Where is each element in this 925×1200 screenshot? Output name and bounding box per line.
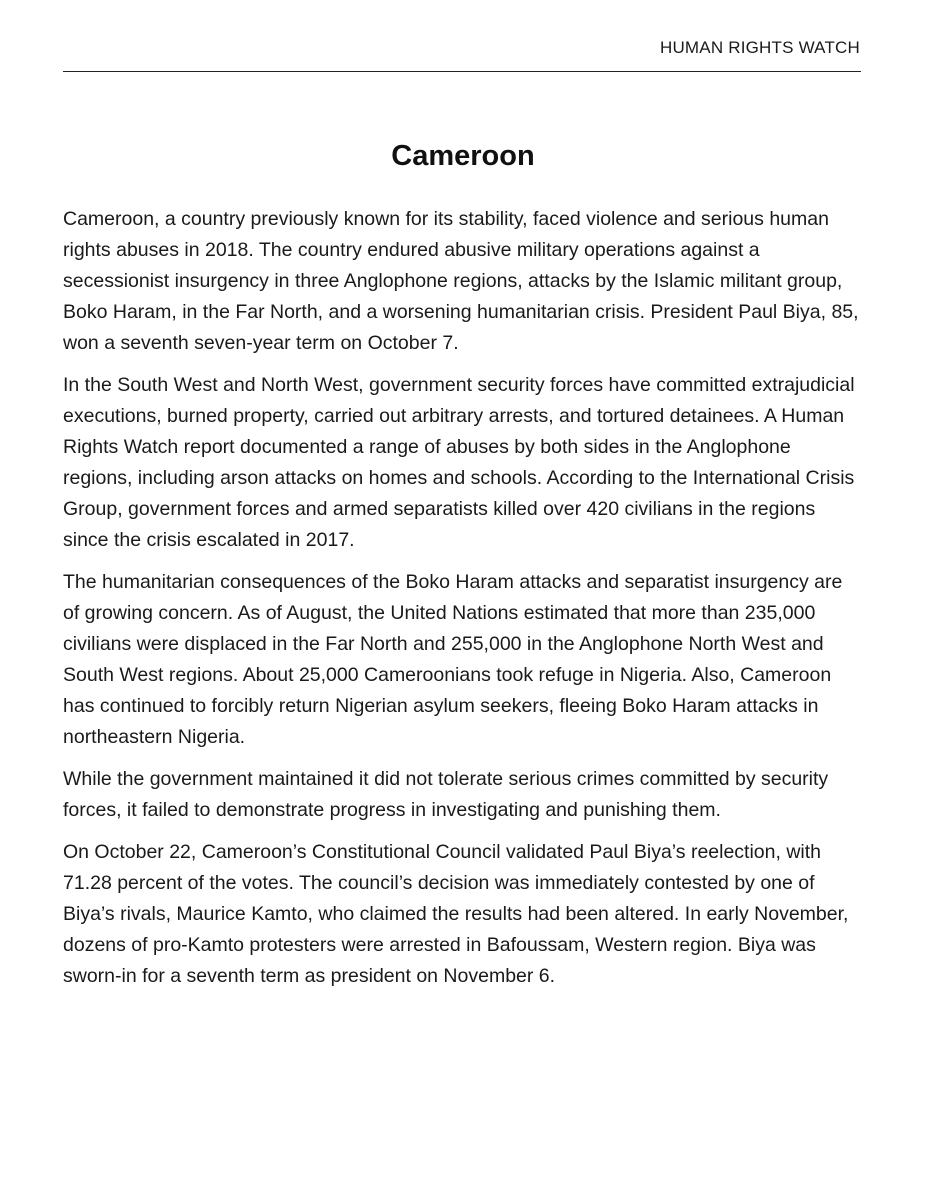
paragraph-humanitarian: The humanitarian consequences of the Boko Haram attacks and separatist insurgency are of growing concern. As of August, the United Nations estimated that more than 235,000 civilians were displaced in the Far North and 255,000 in the Anglophone North West and South West regions. About 25,000 Cameroonians took refuge in Nigeria. Also, Cameroon has continued to forcibly return Nigerian asylum seekers, fleeing Boko Haram attacks in northeastern Nigeria.	[63, 571, 843, 748]
paragraph-accountability: While the government maintained it did not tolerate serious crimes committed by security forces, it failed to demonstrate progress in investigating and punishing them.	[63, 768, 829, 821]
article-title: Cameroon	[391, 140, 535, 172]
article	[63, 138, 863, 1003]
paragraph-intro: Cameroon, a country previously known for its stability, faced violence and serious human rights abuses in 2018. The country endured abusive military operations against a secessionist insurgency in three Anglophone regions, attacks by the Islamic militant group, Boko Haram, in the Far North, and a worsening humanitarian crisis. President Paul Biya, 85, won a seventh seven-year term on October 7.	[63, 208, 859, 354]
running-head: HUMAN RIGHTS WATCH	[659, 38, 860, 57]
paragraph-election: On October 22, Cameroon’s Constitutional Council validated Paul Biya’s reelection, with 71.28 percent of the votes. The council’s decision was immediately contested by one of Biya’s rivals, Maurice Kamto, who claimed the results had been altered. In early November, dozens of pro-Kamto protesters were arrested in Bafoussam, Western region. Biya was sworn-in for a seventh term as president on November 6.	[63, 841, 849, 987]
header-rule	[63, 71, 861, 72]
paragraph-security-forces: In the South West and North West, government security forces have committed extrajudicial executions, burned property, carried out arbitrary arrests, and tortured detainees. A Human Rights Watch report documented a range of abuses by both sides in the Anglophone regions, including arson attacks on homes and schools. According to the International Crisis Group, government forces and armed separatists killed over 420 civilians in the regions since the crisis escalated in 2017.	[63, 374, 855, 551]
